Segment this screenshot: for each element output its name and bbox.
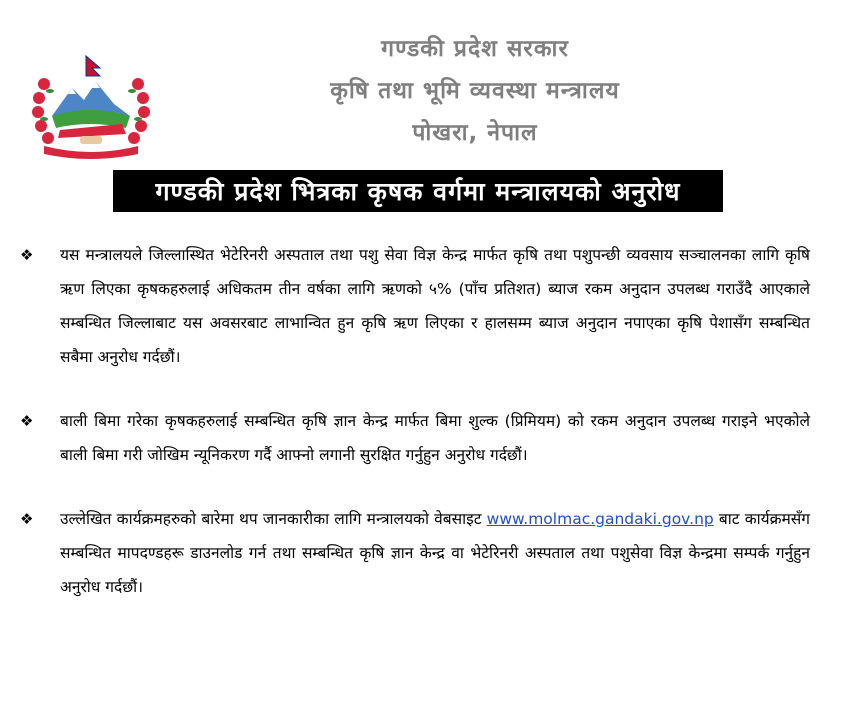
ministry-name: कृषि तथा भूमि व्यवस्था मन्त्रालय [330, 78, 620, 104]
bullet-icon: ❖ [20, 510, 34, 528]
paragraph-text: उल्लेखित कार्यक्रमहरुको बारेमा थप जानकारीका लागि मन्त्रालयको वेबसाइट [60, 510, 482, 528]
notice-paragraph: यस मन्त्रालयले जिल्लास्थित भेटेरिनरी अस्पताल तथा पशु सेवा विज्ञ केन्द्र मार्फत कृषि तथा पशुपन्छी व्यवसाय सञ्चालनका लागि कृषि ऋण लिएका कृषकहरुलाई अधिकतम तीन वर्षका लागि ऋणको ५% (पाँच प्रतिशत) ब्याज रकम अनुदान उपलब्ध गराउँदै आएकाले सम्बन्धित जिल्लाबाट यस अवसरबाट लाभान्वित हुन कृषि ऋण लिएका र हालसम्म ब्याज अनुदान नपाएका कृषि पेशासँग सम्बन्धित सबैमा अनुरोध गर्दछौं। [60, 246, 810, 366]
paragraph-text: बाट कार्यक्रमसँग सम्बन्धित मापदण्डहरू डाउनलोड गर्न तथा सम्बन्धित कृषि ज्ञान केन्द्र वा भेटेरिनरी अस्पताल तथा पशुसेवा विज्ञ केन्द्रमा सम्पर्क गर्नुहुन अनुरोध गर्दछौं। [60, 510, 811, 596]
office-location: पोखरा, नेपाल [412, 120, 538, 146]
list-item [18, 238, 810, 374]
ministry-website-link[interactable]: www.molmac.gandaki.gov.np [486, 510, 714, 528]
list-item [18, 404, 810, 472]
notice-paragraph: बाली बिमा गरेका कृषकहरुलाई सम्बन्धित कृषि ज्ञान केन्द्र मार्फत बिमा शुल्क (प्रिमियम) को रकम अनुदान उपलब्ध गराइने भएकोले बाली बिमा गरी जोखिम न्यूनिकरण गर्दै आफ्नो लगानी सुरक्षित गर्नुहुन अनुरोध गर्दछौं। [60, 412, 810, 464]
bullet-icon: ❖ [20, 246, 34, 264]
notice-list [18, 238, 810, 604]
nepal-emblem-icon [30, 54, 152, 160]
government-name: गण्डकी प्रदेश सरकार [381, 36, 569, 62]
notice-paragraph [60, 502, 810, 604]
bullet-icon: ❖ [20, 412, 34, 430]
notice-title: गण्डकी प्रदेश भित्रका कृषक वर्गमा मन्त्रालयको अनुरोध [113, 170, 723, 212]
list-item [18, 502, 810, 604]
letterhead [240, 28, 710, 154]
